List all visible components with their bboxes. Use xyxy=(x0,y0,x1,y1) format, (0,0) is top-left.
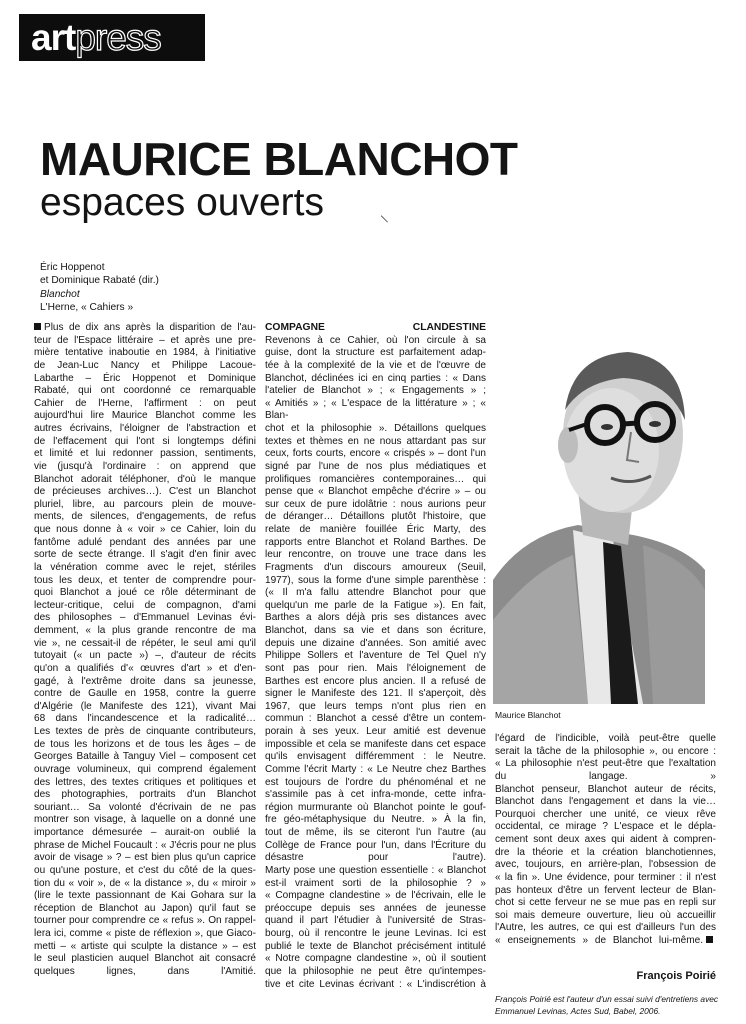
text-line: Georges Bataille à Tanguy Viel – composent cet xyxy=(34,751,256,763)
text-line: (lire le texte passionnant de Kai Gohara sur la xyxy=(34,890,256,902)
text-line: pluriel, libre, au parcours plein de mouve- xyxy=(34,498,256,510)
text-line: Philippe Sollers et l'aventure de Tel Quel n'y xyxy=(265,650,486,662)
text-line: avec, toujours, en arrière-plan, l'obsession de xyxy=(495,859,716,871)
text-line: leur rencontre, on trouve une trace dans les xyxy=(265,549,486,561)
text-line: 1967, que leurs temps n'ont plus rien en xyxy=(265,700,486,712)
footnote-line-1: François Poirié est l'auteur d'un essai suivi d'entretiens avec xyxy=(495,994,719,1004)
text-line: depuis une dizaine d'années. Son amitié avec xyxy=(265,637,486,649)
text-line: mière tentative inaboutie en 1984, à l'initiative xyxy=(34,347,256,359)
text-line: sont pas pour rien. Mais l'éloignement de xyxy=(265,662,486,674)
text-line: de tous les horizons et de tous les âges – de xyxy=(34,738,256,750)
text-line: Comme l'écrit Marty : « Le Neutre chez Barthes xyxy=(265,763,486,775)
text-line: chot si cette ferveur ne se mue pas en repli sur xyxy=(495,897,716,909)
text-line: tous les deux, et tenter de comprendre pour- xyxy=(34,574,256,586)
text-line: pense que « Blanchot empêche d'écrire » – ou xyxy=(265,486,486,498)
text-line: Pourquoi chercher une unité, ce vieux rêve xyxy=(495,808,716,820)
text-line: Plus de dix ans après la disparition de l'au- xyxy=(34,322,256,335)
text-line: des photographies, portraits d'un Blanchot xyxy=(34,789,256,801)
text-line: metti – « artiste qui sculpte la distance » – est xyxy=(34,940,256,952)
text-line: (« Il m'a fallu attendre Blanchot pour que xyxy=(265,587,486,599)
text-line: souriant… Sa volonté d'écrivain de ne pas xyxy=(34,801,256,813)
column-3 xyxy=(495,733,716,948)
text-line: « la fin ». Une évidence, pour terminer : il n'est xyxy=(495,871,716,883)
text-line: quoi Blanchot a joué ce rôle déterminant de xyxy=(34,587,256,599)
text-line: Blanchot dans l'engagement et dans la vie… xyxy=(495,796,716,808)
logo-art: art xyxy=(31,17,76,58)
text-line: des lettres, des textes critiques et politiques et xyxy=(34,776,256,788)
text-line: vie (jusqu'à l'ordinaire : on apprend que xyxy=(34,460,256,472)
text-line: Barthes a alors déjà pris ses distances avec xyxy=(265,612,486,624)
text-line: tourner pour comprendre ce « refus ». On rappel- xyxy=(34,915,256,927)
text-line: vie », ne cessait-il de répéter, le seul ami qu'il xyxy=(34,637,256,649)
text-line: pas honteux d'être un fervent lecteur de Blan- xyxy=(495,884,716,896)
text-line: Les textes de près de cinquante contributeurs, xyxy=(34,726,256,737)
text-line: Blanchot adorait téléphoner, d'où le manque xyxy=(34,473,256,485)
credit-book-title: Blanchot xyxy=(40,288,80,300)
text-line: de précieuses archives…). C'est un Blanchot xyxy=(34,486,256,498)
text-line: que nous donne à « voir » ce Cahier, loin du xyxy=(34,524,256,535)
text-line: rapports entre Blanchot et Roland Barthes. De xyxy=(265,536,486,548)
text-line: tive et cite Levinas écrivant : « L'indiscrétion à xyxy=(265,978,486,990)
text-line: demment, « la plus grande rencontre de ma xyxy=(34,625,256,636)
paragraph-square-icon xyxy=(34,323,41,330)
text-line: « Notre compagne clandestine », où il soutient xyxy=(265,953,486,965)
text-line: est toujours de l'ordre du phénoménal et ne xyxy=(265,776,486,788)
text-line: guise, dont la structure est parfaitement adap- xyxy=(265,347,486,359)
column-1 xyxy=(34,322,256,979)
text-line: Barthes est encore plus ancien. Il a refusé de xyxy=(265,675,486,687)
text-line: fre géo-métaphysique du Neutre. » À la fin, xyxy=(265,814,486,826)
text-line: tout de même, ils se citeront l'un l'autre (au xyxy=(265,827,486,838)
author-signature xyxy=(495,970,716,982)
text-line: des philosophes – d'Emmanuel Levinas évi- xyxy=(34,612,256,624)
signature-name: François Poirié xyxy=(636,970,716,982)
text-line: serait la tâche de la philosophie », ou encore : xyxy=(495,745,716,757)
text-line: Cahier de l'Herne, l'affirment : on peut xyxy=(34,397,256,409)
text-line: quelqu'un me parle de la Fatigue »). En fait, xyxy=(265,599,486,611)
text-line: Blanchot penseur, Blanchot auteur de récits, xyxy=(495,783,716,795)
book-credits xyxy=(40,261,159,315)
text-line: de Jean-Luc Nancy et Philippe Lacoue- xyxy=(34,359,256,371)
credit-author-2: et Dominique Rabaté (dir.) xyxy=(40,275,159,287)
text-line: qu'ils envisagent différemment : le Neutre. xyxy=(265,751,486,763)
text-line: Revenons à ce Cahier, où l'on circule à sa xyxy=(265,334,486,346)
text-line: phrase de Michel Foucault : « J'écris pour ne plus xyxy=(34,839,256,851)
text-line: Marty pose une question essentielle : « Blanchot xyxy=(265,864,486,876)
text-line: ceux, forts courts, encore « crispés » – dont l'un xyxy=(265,448,486,460)
article-title: MAURICE BLANCHOT xyxy=(40,133,518,185)
text-line: chot et la philosophie ». Détaillons quelques xyxy=(265,423,486,434)
end-square-icon xyxy=(706,936,713,943)
text-line: bourg, où il rencontre le jeune Levinas. Ici est xyxy=(265,928,486,939)
text-line: importance démesurée – aurait-on oublié la xyxy=(34,827,256,838)
text-line: le seul plasticien auquel Blanchot ait consacré xyxy=(34,953,256,965)
text-line: de déranger… Détaillons plutôt l'histoire, que xyxy=(265,511,486,523)
text-line: soi mais demeure ouverture, lieu où accueillir xyxy=(495,909,716,921)
text-line: 68 dans l'incandescence et la radicalité… xyxy=(34,713,256,725)
text-line: ouvrage volumineux, qui comprend également xyxy=(34,763,256,775)
text-line: fantôme adulé pendant des années par une xyxy=(34,536,256,548)
text-line: « Compagne clandestine » de l'écrivain, elle le xyxy=(265,890,486,902)
author-footnote xyxy=(495,994,718,1017)
text-line: occidental, ce mirage ? L'espace et le dépla- xyxy=(495,821,716,833)
text-line: Collège de France pour l'un, dans l'Écriture du xyxy=(265,839,486,851)
text-line: Blanchot, déclinées ici en cinq parties : « Dans xyxy=(265,372,486,384)
text-line: Rabaté, qui ont coordonné ce remarquable xyxy=(34,385,256,397)
artpress-logo xyxy=(19,14,205,61)
text-line: 1977), sous la forme d'une simple parenthèse : xyxy=(265,574,486,586)
text-line: du langage. » xyxy=(495,770,716,782)
text-line: tée à la complexité de la vie et de l'œuvre de xyxy=(265,359,486,371)
text-line: lecteur-critique, celui de compagnon, d'ami xyxy=(34,599,256,611)
text-line: autres écrivains, l'éloigner de l'abstraction et xyxy=(34,423,256,434)
text-line: sorte de secte étrange. Il s'agit d'en finir avec xyxy=(34,549,256,561)
text-line: de l'effacement qui l'ont si longtemps défini xyxy=(34,435,256,447)
text-line: tutoyait (« un pacte ») –, d'auteur de récits xyxy=(34,650,256,662)
text-line: porain à ses yeux. Leur amitié est devenue xyxy=(265,726,486,737)
logo-press: press xyxy=(75,17,161,58)
text-line: publié le texte de Blanchot précisément intitulé xyxy=(265,940,486,952)
text-line: ou qu'une posture, et c'est du côté de la ques- xyxy=(34,864,256,876)
text-line: aujourd'hui lire Maurice Blanchot comme les xyxy=(34,410,256,422)
text-line: est-il vraiment sorti de la philosophie ? » xyxy=(265,877,486,889)
text-line: quelques lignes, dans l'Amitié. xyxy=(34,965,256,977)
text-line: lera ici, comme « piste de réflexion », que Giaco- xyxy=(34,928,256,939)
text-line: contre de Gaulle en 1958, contre la guerre xyxy=(34,688,256,700)
text-line: signé par l'une de nos plus médiatiques et xyxy=(265,460,486,472)
text-line: qu'on a qualifiés d'« œuvres d'art » et d'en- xyxy=(34,662,256,674)
text-line: relate de manière fouillée Éric Marty, des xyxy=(265,524,486,535)
ink-mark: / xyxy=(377,214,392,224)
text-line: Blanchot, dans sa vie et dans son écriture, xyxy=(265,625,486,636)
text-line: teur de l'Espace littéraire – et après une pre- xyxy=(34,334,256,346)
text-line: tion du « voir », de « la distance », du « miroir » xyxy=(34,877,256,889)
text-line: l'Autre, les autres, ce qui est d'ailleurs l'un des xyxy=(495,922,716,934)
text-line: « enseignements » de Blanchot lui-même. xyxy=(495,935,716,948)
text-line: préoccupe depuis ses années de jeunesse xyxy=(265,902,486,914)
text-line: cement sont deux axes qui aident à compren- xyxy=(495,834,716,845)
text-line: désastre pour l'autre). xyxy=(265,852,486,864)
text-line: d'Algérie (le Manifeste des 121), vivant Mai xyxy=(34,700,256,712)
text-line: que la philosophie ne peut être qu'intempes- xyxy=(265,965,486,977)
text-line: ments, de silences, d'engagements, de refus xyxy=(34,511,256,523)
text-line: gagé, à l'extrême droite dans sa jeunesse, xyxy=(34,675,256,687)
text-line: « La philosophie n'est peut-être que l'exaltation xyxy=(495,758,716,770)
portrait-photo xyxy=(493,320,705,704)
footnote-line-2: Emmanuel Levinas, Actes Sud, Babel, 2006. xyxy=(495,1005,661,1016)
text-line: « Amitiés » ; « L'espace de la littérature » ; « Blan- xyxy=(265,397,486,422)
text-line: avoir de visage » ? – est bien plus qu'un caprice xyxy=(34,852,256,864)
text-line: dre la théorie et la création blanchotiennes, xyxy=(495,846,716,858)
text-line: commun : Blanchot a cessé d'être un contem- xyxy=(265,713,486,725)
credit-publisher: L'Herne, « Cahiers » xyxy=(40,302,134,314)
text-line: montrer son visage, à laquelle on a donné une xyxy=(34,814,256,826)
text-line: et limité et lui redonner passion, sentiments, xyxy=(34,448,256,460)
text-line: impossible et cela se manifeste dans cet espace xyxy=(265,738,486,750)
text-line: signer le Manifeste des 121. Il s'aperçoit, dès xyxy=(265,688,486,700)
text-line: réception de Blanchot au Japon) qu'il faut se xyxy=(34,902,256,914)
text-line: sur ceux de pure idolâtrie : nous aurions peur xyxy=(265,498,486,510)
text-line: textes et thèmes en ne nous attardant pas sur xyxy=(265,435,486,447)
text-line: Fragments d'un discours amoureux (Seuil, xyxy=(265,561,486,573)
text-line: l'atelier de Blanchot » ; « Engagements » ; xyxy=(265,385,486,397)
text-line: l'égard de l'indicible, voilà peut-être quelle xyxy=(495,733,716,744)
column-2 xyxy=(265,322,486,991)
text-line: s'assimile pas à cet infra-monde, cette infra- xyxy=(265,789,486,801)
portrait-illustration xyxy=(493,320,705,704)
credit-author-1: Éric Hoppenot xyxy=(40,262,105,273)
photo-caption: Maurice Blanchot xyxy=(495,710,561,720)
section-heading: COMPAGNE CLANDESTINE xyxy=(265,322,486,333)
article-subtitle: espaces ouverts xyxy=(40,181,324,224)
text-line: la vénération comme avec le rejet, stériles xyxy=(34,561,256,573)
text-line: région murmurante où Blanchot pointe le gouf- xyxy=(265,801,486,813)
text-line: prolifiques romancières contemporaines… qui xyxy=(265,473,486,485)
text-line: quand il part l'étudier à l'université de Stras- xyxy=(265,915,486,927)
text-line: Labarthe – Éric Hoppenot et Dominique xyxy=(34,372,256,384)
